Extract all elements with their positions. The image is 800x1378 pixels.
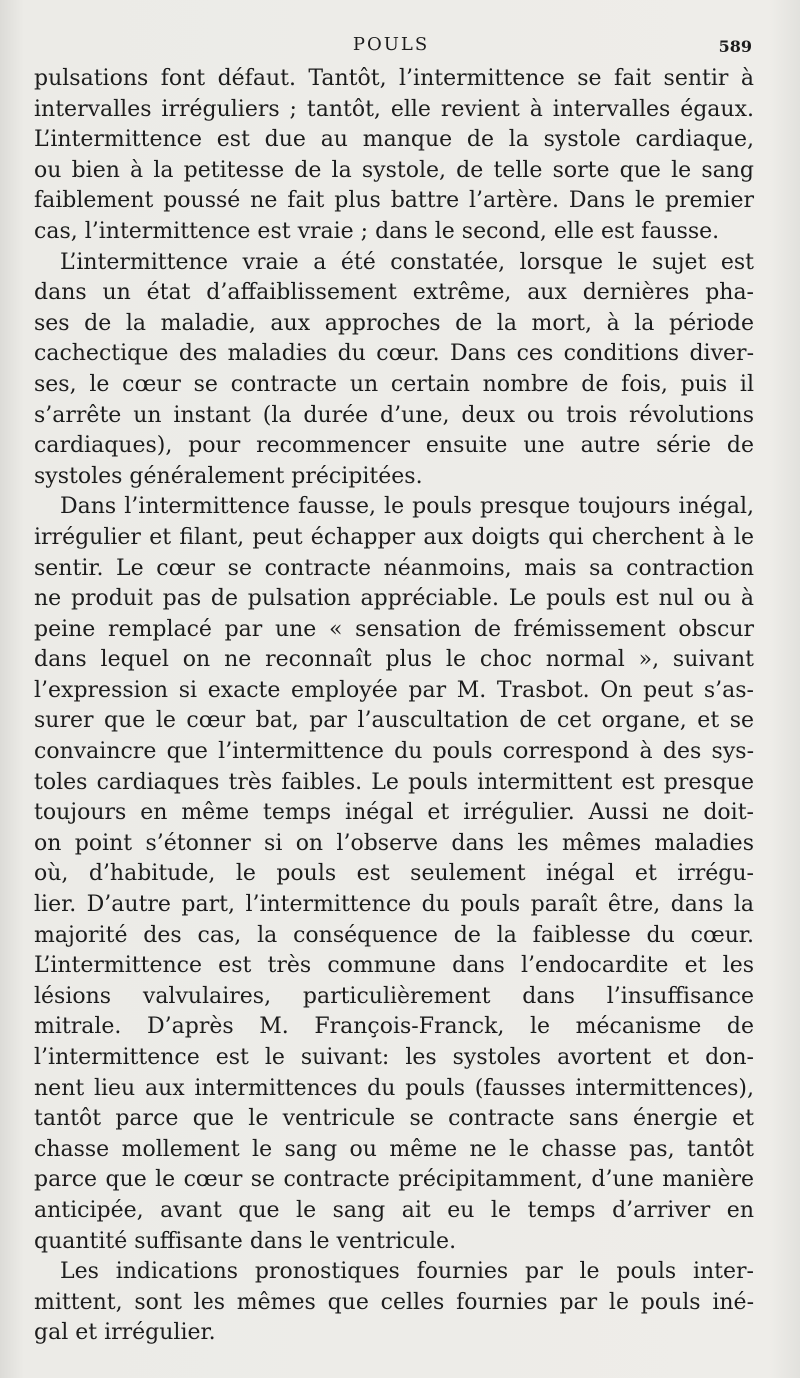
text-line: anticipée, avant que le sang ait eu le temps d’arriver en	[34, 1197, 754, 1223]
page-body	[34, 64, 754, 1349]
page-header	[0, 34, 800, 58]
paragraph-intermittence-vraie	[34, 248, 754, 493]
text-line: Dans l’intermittence fausse, le pouls presque toujours inégal,	[60, 494, 754, 520]
text-line: cardiaques), pour recommencer ensuite une autre série de	[34, 433, 754, 459]
text-line: gal et irrégulier.	[34, 1320, 216, 1346]
text-line: toles cardiaques très faibles. Le pouls intermittent est presque	[34, 769, 754, 795]
text-line: ne produit pas de pulsation appréciable. Le pouls est nul ou à	[34, 586, 754, 612]
text-line: dans un état d’affaiblissement extrême, aux dernières pha-	[34, 280, 754, 306]
text-line: l’intermittence est le suivant: les systoles avortent et don-	[34, 1045, 754, 1070]
text-line: convaincre que l’intermittence du pouls correspond à des sys-	[34, 739, 754, 765]
text-line: pulsations font défaut. Tantôt, l’intermittence se fait sentir à	[34, 66, 754, 91]
text-line: où, d’habitude, le pouls est seulement inégal et irrégu-	[34, 861, 754, 887]
running-title: POULS	[352, 34, 430, 55]
text-line: majorité des cas, la conséquence de la faiblesse du cœur.	[34, 922, 754, 948]
text-line: chasse mollement le sang ou même ne le chasse pas, tantôt	[34, 1136, 754, 1162]
paragraph-intermittence-fausse	[34, 492, 754, 1257]
page-number: 589	[718, 37, 752, 56]
text-line: systoles généralement précipitées.	[34, 463, 423, 489]
text-line: tantôt parce que le ventricule se contracte sans énergie et	[34, 1106, 754, 1132]
text-line: faiblement poussé ne fait plus battre l’artère. Dans le premier	[34, 188, 754, 214]
text-line: Les indications pronostiques fournies par le pouls inter-	[60, 1259, 754, 1285]
text-line: mittent, sont les mêmes que celles fournies par le pouls iné-	[34, 1289, 754, 1315]
text-line: L’intermittence est très commune dans l’endocardite et les	[34, 953, 754, 979]
text-line: cas, l’intermittence est vraie ; dans le second, elle est fausse.	[34, 218, 720, 244]
text-line: toujours en même temps inégal et irrégulier. Aussi ne doit-	[34, 800, 754, 826]
text-line: sentir. Le cœur se contracte néanmoins, mais sa contraction	[34, 555, 754, 581]
text-line: intervalles irréguliers ; tantôt, elle revient à intervalles égaux.	[34, 96, 754, 122]
text-line: peine remplacé par une « sensation de frémissement obscur	[34, 616, 754, 642]
text-line: lier. D’autre part, l’intermittence du pouls paraît être, dans la	[34, 892, 754, 918]
text-line: dans lequel on ne reconnaît plus le choc normal », suivant	[34, 647, 754, 673]
text-line: L’intermittence vraie a été constatée, lorsque le sujet est	[60, 249, 754, 275]
text-line: ses de la maladie, aux approches de la mort, à la période	[34, 310, 754, 336]
text-line: nent lieu aux intermittences du pouls (fausses intermittences),	[34, 1075, 754, 1101]
text-line: L’intermittence est due au manque de la systole cardiaque,	[34, 127, 754, 153]
text-line: ou bien à la petitesse de la systole, de telle sorte que le sang	[34, 157, 754, 183]
text-line: s’arrête un instant (la durée d’une, deux ou trois révolutions	[34, 402, 754, 428]
paragraph-pronostic	[34, 1257, 754, 1349]
text-line: l’expression si exacte employée par M. Trasbot. On peut s’as-	[34, 677, 754, 703]
text-line: ses, le cœur se contracte un certain nombre de fois, puis il	[34, 371, 754, 397]
text-line: mitrale. D’après M. François-Franck, le mécanisme de	[34, 1014, 754, 1040]
paragraph-intermittence-definition	[34, 64, 754, 248]
text-line: on point s’étonner si on l’observe dans les mêmes maladies	[34, 830, 754, 856]
text-line: surer que le cœur bat, par l’auscultation de cet organe, et se	[34, 708, 754, 734]
text-line: cachectique des maladies du cœur. Dans ces conditions diver-	[34, 341, 754, 367]
text-line: parce que le cœur se contracte précipitamment, d’une manière	[34, 1167, 754, 1193]
text-line: lésions valvulaires, particulièrement dans l’insuffisance	[34, 983, 754, 1009]
text-line: irrégulier et filant, peut échapper aux doigts qui cherchent à le	[34, 524, 754, 550]
text-line: quantité suffisante dans le ventricule.	[34, 1228, 457, 1254]
